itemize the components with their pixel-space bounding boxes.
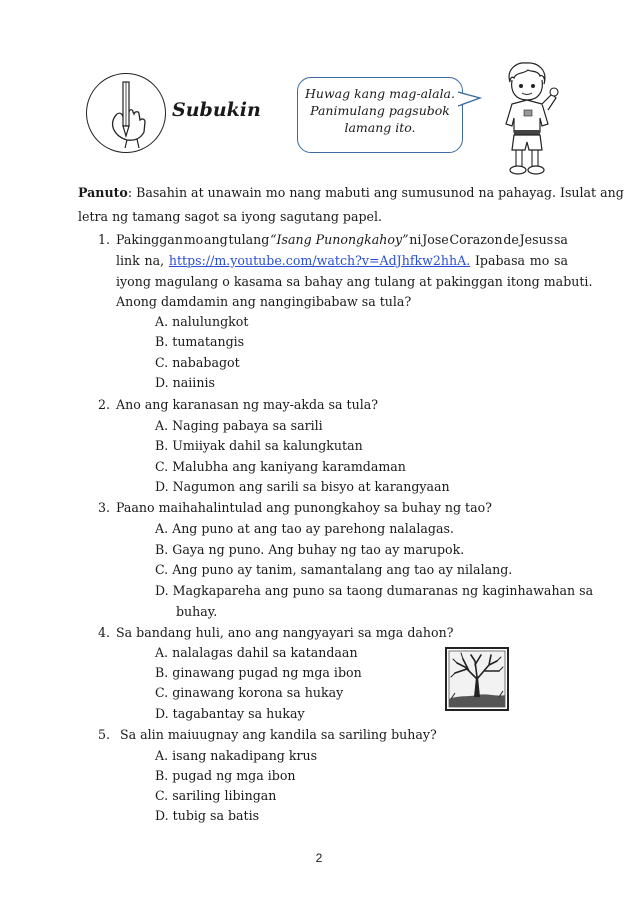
bubble-line: Panimulang pagsubok (310, 103, 450, 118)
answer-option: C. ginawang korona sa hukay (155, 685, 344, 700)
word: mo (183, 232, 204, 247)
answer-option: D. Nagumon ang sarili sa bisyo at karangyaan (155, 479, 450, 494)
answer-option: D. tagabantay sa hukay (155, 706, 305, 721)
answer-option: A. Ang puno at ang tao ay parehong nalalagas. (155, 521, 454, 536)
answer-option: B. Umiiyak dahil sa kalungkutan (155, 438, 363, 453)
question-number: 4. (98, 625, 111, 640)
word: link (116, 253, 140, 268)
answer-option: A. nalalagas dahil sa katandaan (155, 645, 358, 660)
instructions-line (78, 185, 624, 200)
question-text: Sa alin maiuugnay ang kandila sa sariling buhay? (120, 727, 437, 742)
answer-option: B. tumatangis (155, 334, 245, 349)
question-text: Sa bandang huli, ano ang nangyayari sa mga dahon? (116, 625, 454, 640)
word: Pakinggan (116, 232, 183, 247)
instructions-line: letra ng tamang sagot sa iyong sagutang papel. (78, 209, 383, 224)
answer-option: C. sariling libingan (155, 788, 277, 803)
question-text-line (116, 232, 568, 247)
pencil-hand-icon (86, 73, 166, 153)
question-number: 1. (98, 232, 111, 247)
word: mo (529, 253, 550, 268)
answer-option: A. isang nakadipang krus (155, 748, 318, 763)
question-text-line: iyong magulang o kasama sa bahay ang tulang at pakinggan itong mabuti. (116, 274, 593, 289)
word: ang (204, 232, 228, 247)
word: tulang (228, 232, 270, 247)
question-number: 5. (98, 727, 111, 742)
question-number: 2. (98, 397, 111, 412)
answer-option: D. tubig sa batis (155, 808, 260, 823)
question-text-line: Anong damdamin ang nangingibabaw sa tula? (116, 294, 412, 309)
word: ni (409, 232, 422, 247)
word: de (503, 232, 519, 247)
bubble-line: Huwag kang mag-alala. (305, 86, 455, 101)
student-cartoon-icon (490, 60, 562, 178)
question-text: Paano maihahalintulad ang punongkahoy sa buhay ng tao? (116, 500, 492, 515)
answer-option: C. Ang puno ay tanim, samantalang ang tao ay nilalang. (155, 562, 513, 577)
question-number: 3. (98, 500, 111, 515)
answer-option: B. pugad ng mga ibon (155, 768, 296, 783)
answer-option-continued: buhay. (176, 604, 218, 619)
page-number: 2 (315, 851, 323, 865)
section-title: Subukin (172, 99, 261, 121)
question-text-line (116, 253, 568, 268)
youtube-link[interactable]: https://m.youtube.com/watch?v=AdJhfkw2hhA. (168, 253, 471, 268)
instructions-label: Panuto (78, 185, 128, 200)
speech-bubble-tail-icon (458, 88, 482, 110)
word: Jesus (519, 232, 554, 247)
answer-option: B. Gaya ng puno. Ang buhay ng tao ay marupok. (155, 542, 465, 557)
tree-illustration-icon (445, 647, 509, 711)
word: sa (553, 232, 568, 247)
word: Jose (422, 232, 449, 247)
word: Corazon (449, 232, 503, 247)
word: sa (553, 253, 568, 268)
poem-title: “Isang Punongkahoy” (270, 232, 409, 247)
answer-option: D. Magkapareha ang puno sa taong dumaranas ng kaginhawahan sa (155, 583, 594, 598)
answer-option: A. Naging pabaya sa sarili (155, 418, 323, 433)
answer-option: C. nababagot (155, 355, 240, 370)
answer-option: D. naiinis (155, 375, 215, 390)
answer-option: C. Malubha ang kaniyang karamdaman (155, 459, 406, 474)
word: na, (144, 253, 165, 268)
answer-option: A. nalulungkot (155, 314, 249, 329)
speech-bubble (297, 77, 463, 153)
instructions-text: : Basahin at unawain mo nang mabuti ang sumusunod na pahayag. Isulat ang (127, 185, 624, 200)
bubble-line: lamang ito. (344, 120, 416, 135)
answer-option: B. ginawang pugad ng mga ibon (155, 665, 362, 680)
question-text: Ano ang karanasan ng may-akda sa tula? (116, 397, 378, 412)
word: Ipabasa (474, 253, 526, 268)
